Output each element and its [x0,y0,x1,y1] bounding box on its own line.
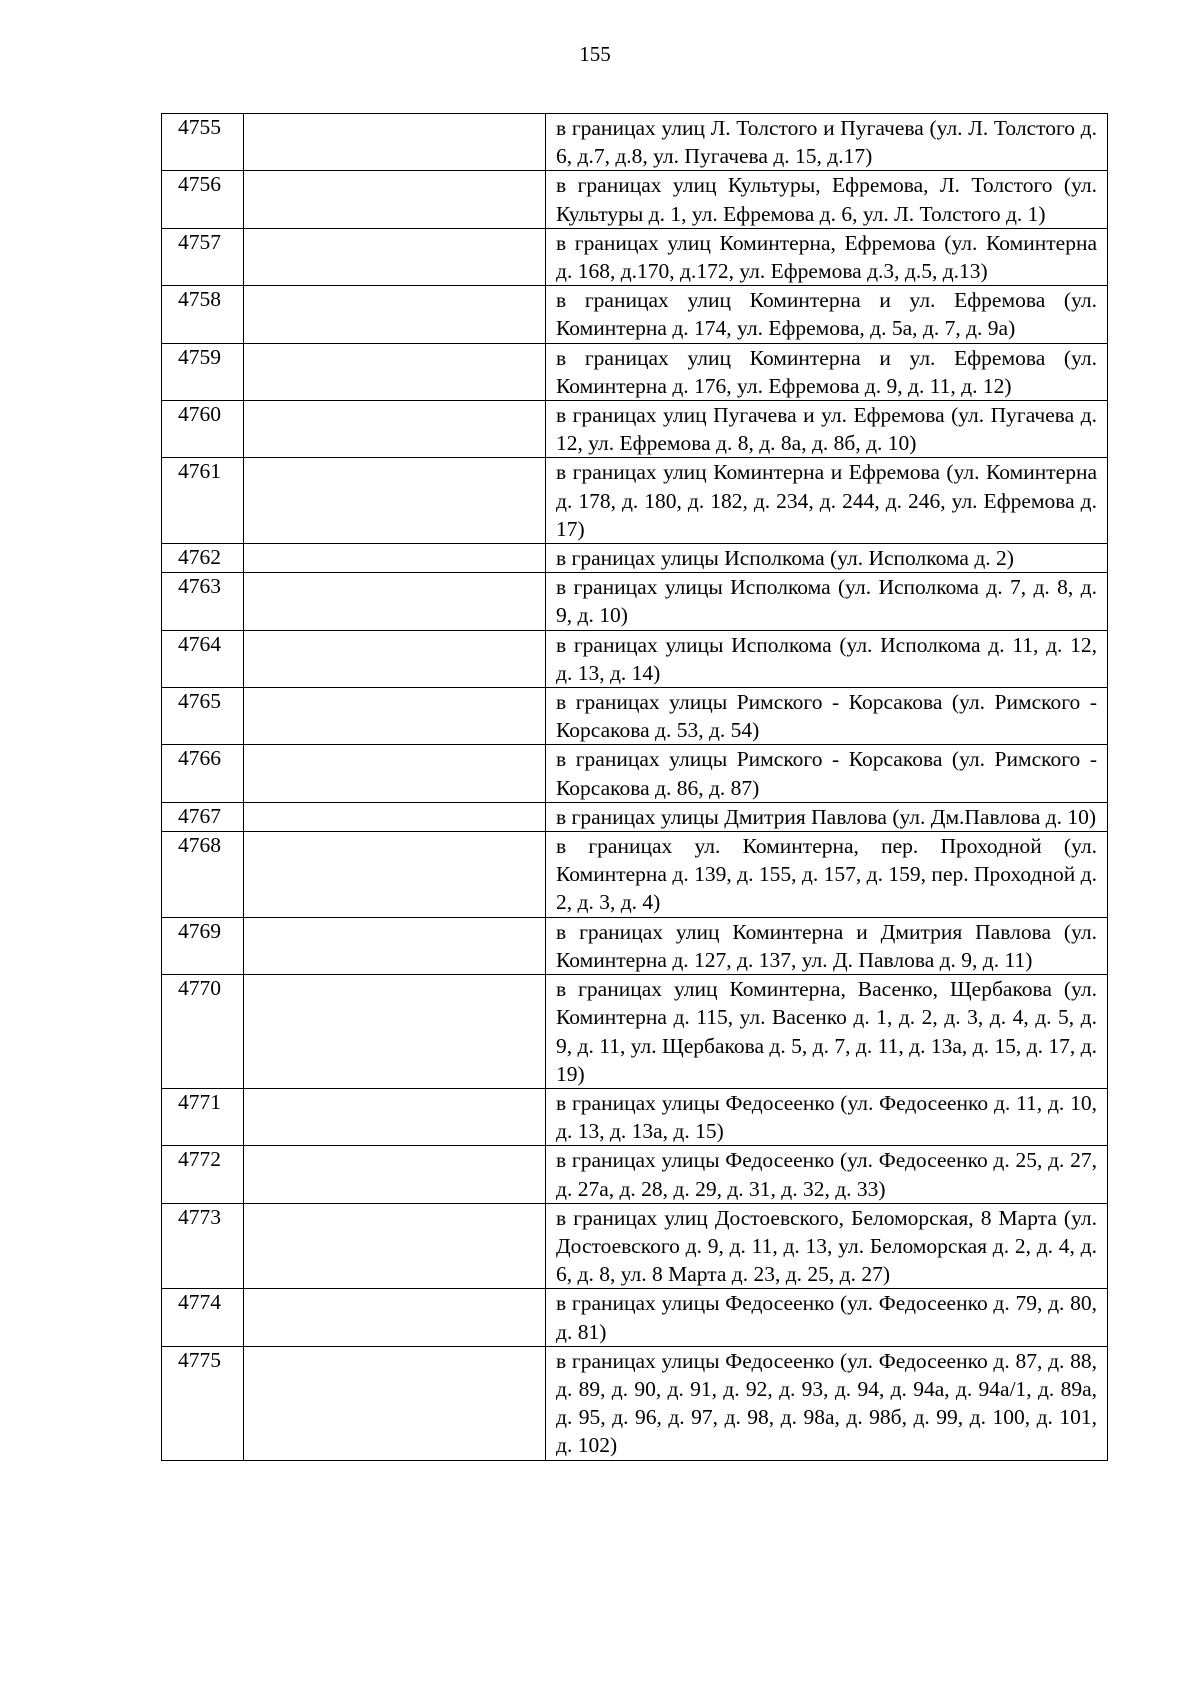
row-number-cell: 4770 [162,975,244,1089]
table-row [162,171,1108,228]
row-number-cell: 4756 [162,171,244,228]
row-number-cell: 4774 [162,1289,244,1346]
boundary-description-cell: в границах улиц Коминтерна, Ефремова (ул. Коминтерна д. 168, д.170, д.172, ул. Ефремова д.3, д.5, д.13) [546,228,1108,285]
empty-cell [244,745,546,802]
table-row [162,832,1108,918]
boundary-description-cell: в границах улицы Федосеенко (ул. Федосеенко д. 11, д. 10, д. 13, д. 13а, д. 15) [546,1088,1108,1145]
table-row [162,573,1108,630]
table-row [162,228,1108,285]
row-number-cell: 4759 [162,343,244,400]
row-number-cell: 4760 [162,401,244,458]
empty-cell [244,286,546,343]
row-number-cell: 4775 [162,1346,244,1460]
boundary-description-cell: в границах улицы Римского - Корсакова (ул. Римского - Корсакова д. 86, д. 87) [546,745,1108,802]
table-row [162,975,1108,1089]
boundary-description-cell: в границах улиц Коминтерна и Ефремова (ул. Коминтерна д. 178, д. 180, д. 182, д. 234, д. 244, д. 246, ул. Ефремова д. 17) [546,458,1108,544]
boundary-description-cell: в границах улицы Исполкома (ул. Исполкома д. 11, д. 12, д. 13, д. 14) [546,630,1108,687]
table-row [162,688,1108,745]
boundary-description-cell: в границах улицы Дмитрия Павлова (ул. Дм.Павлова д. 10) [546,802,1108,831]
table-row [162,286,1108,343]
table-row [162,1346,1108,1460]
boundary-description-cell: в границах улиц Культуры, Ефремова, Л. Толстого (ул. Культуры д. 1, ул. Ефремова д. 6, ул. Л. Толстого д. 1) [546,171,1108,228]
boundary-description-cell: в границах улицы Федосеенко (ул. Федосеенко д. 87, д. 88, д. 89, д. 90, д. 91, д. 92, д. 93, д. 94, д. 94а, д. 94а/1, д. 89а, д. 95, д. 96, д. 97, д. 98, д. 98а, д. 98б, д. 99, д. 100, д. 101, д. 102) [546,1346,1108,1460]
boundary-description-cell: в границах улицы Исполкома (ул. Исполкома д. 7, д. 8, д. 9, д. 10) [546,573,1108,630]
empty-cell [244,458,546,544]
table-row [162,401,1108,458]
row-number-cell: 4763 [162,573,244,630]
row-number-cell: 4773 [162,1203,244,1289]
empty-cell [244,917,546,974]
table-row [162,343,1108,400]
empty-cell [244,1146,546,1203]
empty-cell [244,343,546,400]
empty-cell [244,802,546,831]
row-number-cell: 4762 [162,544,244,573]
table-row [162,544,1108,573]
table-row [162,802,1108,831]
table-row [162,1088,1108,1145]
table-row [162,458,1108,544]
boundary-description-cell: в границах улиц Коминтерна и Дмитрия Павлова (ул. Коминтерна д. 127, д. 137, ул. Д. Павлова д. 9, д. 11) [546,917,1108,974]
table-row [162,1146,1108,1203]
boundary-description-cell: в границах улицы Федосеенко (ул. Федосеенко д. 25, д. 27, д. 27а, д. 28, д. 29, д. 31, д. 32, д. 33) [546,1146,1108,1203]
empty-cell [244,1289,546,1346]
boundary-description-cell: в границах улиц Л. Толстого и Пугачева (ул. Л. Толстого д. 6, д.7, д.8, ул. Пугачева д. 15, д.17) [546,114,1108,171]
row-number-cell: 4755 [162,114,244,171]
empty-cell [244,1203,546,1289]
row-number-cell: 4761 [162,458,244,544]
row-number-cell: 4772 [162,1146,244,1203]
page-number: 155 [579,42,611,66]
empty-cell [244,975,546,1089]
boundary-description-cell: в границах улицы Исполкома (ул. Исполкома д. 2) [546,544,1108,573]
empty-cell [244,630,546,687]
row-number-cell: 4758 [162,286,244,343]
boundary-description-cell: в границах улиц Коминтерна и ул. Ефремова (ул. Коминтерна д. 176, ул. Ефремова д. 9, д. 11, д. 12) [546,343,1108,400]
boundary-description-cell: в границах улиц Пугачева и ул. Ефремова (ул. Пугачева д. 12, ул. Ефремова д. 8, д. 8а, д. 8б, д. 10) [546,401,1108,458]
address-table [161,113,1108,1461]
row-number-cell: 4771 [162,1088,244,1145]
table-body [162,114,1108,1461]
empty-cell [244,114,546,171]
table-row [162,917,1108,974]
empty-cell [244,228,546,285]
boundary-description-cell: в границах улиц Коминтерна и ул. Ефремова (ул. Коминтерна д. 174, ул. Ефремова, д. 5а, д. 7, д. 9а) [546,286,1108,343]
row-number-cell: 4768 [162,832,244,918]
row-number-cell: 4766 [162,745,244,802]
boundary-description-cell: в границах улицы Римского - Корсакова (ул. Римского - Корсакова д. 53, д. 54) [546,688,1108,745]
empty-cell [244,1088,546,1145]
empty-cell [244,832,546,918]
empty-cell [244,171,546,228]
empty-cell [244,401,546,458]
empty-cell [244,688,546,745]
row-number-cell: 4767 [162,802,244,831]
table-row [162,1289,1108,1346]
boundary-description-cell: в границах ул. Коминтерна, пер. Проходной (ул. Коминтерна д. 139, д. 155, д. 157, д. 159, пер. Проходной д. 2, д. 3, д. 4) [546,832,1108,918]
row-number-cell: 4765 [162,688,244,745]
table-row [162,1203,1108,1289]
boundary-description-cell: в границах улиц Коминтерна, Васенко, Щербакова (ул. Коминтерна д. 115, ул. Васенко д. 1, д. 2, д. 3, д. 4, д. 5, д. 9, д. 11, ул. Щербакова д. 5, д. 7, д. 11, д. 13а, д. 15, д. 17, д. 19) [546,975,1108,1089]
empty-cell [244,1346,546,1460]
row-number-cell: 4764 [162,630,244,687]
boundary-description-cell: в границах улицы Федосеенко (ул. Федосеенко д. 79, д. 80, д. 81) [546,1289,1108,1346]
empty-cell [244,573,546,630]
row-number-cell: 4769 [162,917,244,974]
table-row [162,114,1108,171]
row-number-cell: 4757 [162,228,244,285]
table-row [162,745,1108,802]
table-row [162,630,1108,687]
boundary-description-cell: в границах улиц Достоевского, Беломорская, 8 Марта (ул. Достоевского д. 9, д. 11, д. 13, ул. Беломорская д. 2, д. 4, д. 6, д. 8, ул. 8 Марта д. 23, д. 25, д. 27) [546,1203,1108,1289]
empty-cell [244,544,546,573]
